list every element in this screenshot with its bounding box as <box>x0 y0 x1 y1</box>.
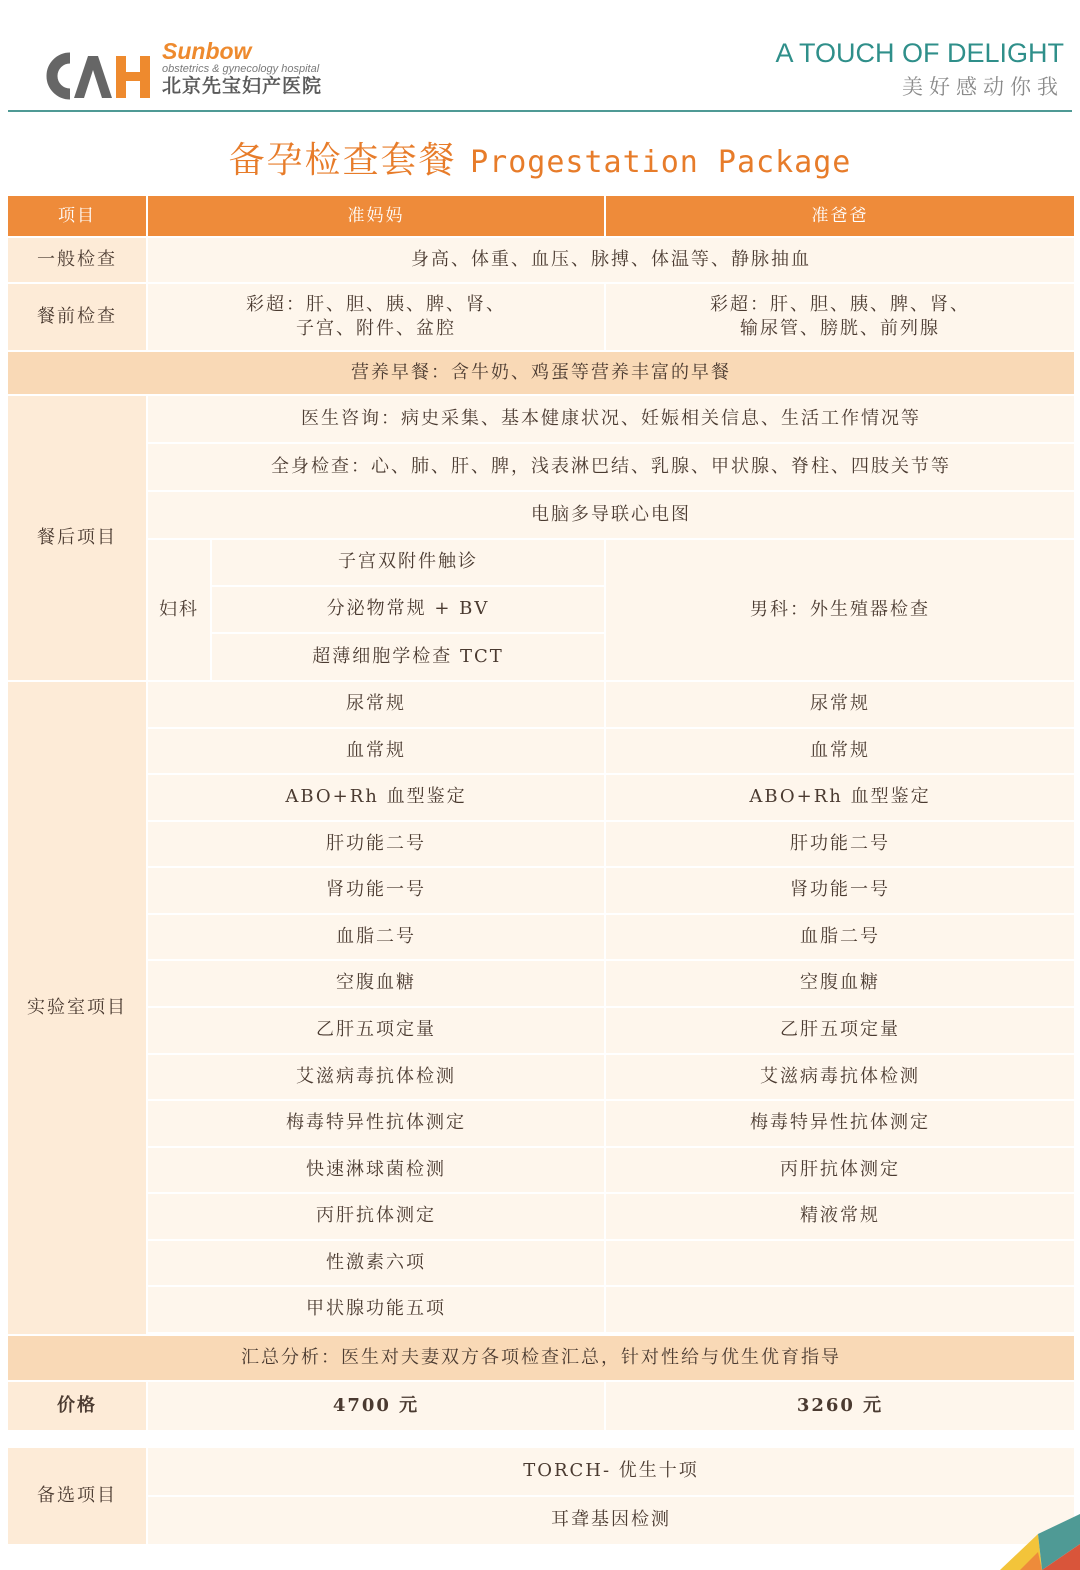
lab-item-mom: 血脂二号 <box>148 915 604 959</box>
pre-meal-dad <box>606 284 1074 350</box>
row-label-post-meal: 餐后项目 <box>8 396 146 680</box>
lab-item-mom: 空腹血糖 <box>148 961 604 1006</box>
title-chinese: 备孕检查套餐 <box>228 140 457 181</box>
optional-item: 耳聋基因检测 <box>148 1497 1074 1544</box>
lab-item-dad: 肝功能二号 <box>606 822 1074 866</box>
tagline-english: A TOUCH OF DELIGHT <box>775 38 1064 68</box>
column-header-dad: 准爸爸 <box>606 196 1074 236</box>
lab-item-dad: ABO+Rh 血型鉴定 <box>606 775 1074 820</box>
gyn-item: 超薄细胞学检查 TCT <box>212 634 604 680</box>
title-english: Progestation Package <box>470 145 852 180</box>
post-meal-row: 医生咨询：病史采集、基本健康状况、妊娠相关信息、生活工作情况等 <box>148 396 1074 442</box>
lab-item-mom: 尿常规 <box>148 682 604 727</box>
lab-item-dad: 艾滋病毒抗体检测 <box>606 1055 1074 1099</box>
lab-item-mom: 快速淋球菌检测 <box>148 1148 604 1192</box>
price-dad: 3260 元 <box>606 1382 1074 1430</box>
lab-item-dad: 肾功能一号 <box>606 868 1074 913</box>
lab-item-dad: 精液常规 <box>606 1194 1074 1239</box>
lab-item-mom: 梅毒特异性抗体测定 <box>148 1101 604 1146</box>
brand-name: Sunbow <box>162 38 252 64</box>
brand-chinese-name: 北京先宝妇产医院 <box>162 75 323 97</box>
pre-meal-mom-line2: 子宫、附件、盆腔 <box>296 318 456 339</box>
summary-row: 汇总分析：医生对夫妻双方各项检查汇总，针对性给与优生优育指导 <box>8 1336 1074 1380</box>
lab-item-dad: 梅毒特异性抗体测定 <box>606 1101 1074 1146</box>
pre-meal-dad-line2: 输尿管、膀胱、前列腺 <box>740 318 940 339</box>
lab-item-dad: 乙肝五项定量 <box>606 1008 1074 1053</box>
lab-item-mom: ABO+Rh 血型鉴定 <box>148 775 604 820</box>
lab-item-mom: 肾功能一号 <box>148 868 604 913</box>
lab-item-dad: 血常规 <box>606 729 1074 773</box>
lab-item-mom: 血常规 <box>148 729 604 773</box>
pre-meal-mom-line1: 彩超：肝、胆、胰、脾、肾、 <box>246 293 506 315</box>
lab-item-dad <box>606 1241 1074 1285</box>
gyn-item: 分泌物常规 + BV <box>212 587 604 632</box>
andro-item: 男科：外生殖器检查 <box>606 540 1074 680</box>
column-header-mom: 准妈妈 <box>148 196 604 236</box>
lab-item-dad: 血脂二号 <box>606 915 1074 959</box>
gyn-item: 子宫双附件触诊 <box>212 540 604 585</box>
price-mom: 4700 元 <box>148 1382 604 1430</box>
general-content: 身高、体重、血压、脉搏、体温等、静脉抽血 <box>148 238 1074 282</box>
post-meal-row: 全身检查：心、肺、肝、脾，浅表淋巴结、乳腺、甲状腺、脊柱、四肢关节等 <box>148 444 1074 490</box>
lab-item-mom: 艾滋病毒抗体检测 <box>148 1055 604 1099</box>
lab-item-mom: 性激素六项 <box>148 1241 604 1285</box>
lab-item-mom: 肝功能二号 <box>148 822 604 866</box>
lab-item-mom: 丙肝抗体测定 <box>148 1194 604 1239</box>
post-meal-row: 电脑多导联心电图 <box>148 492 1074 538</box>
lab-item-mom: 甲状腺功能五项 <box>148 1287 604 1332</box>
brand-subtitle: obstetrics & gynecology hospital <box>162 63 320 75</box>
pre-meal-dad-line1: 彩超：肝、胆、胰、脾、肾、 <box>710 293 970 315</box>
lab-item-dad: 尿常规 <box>606 682 1074 727</box>
lab-item-dad: 空腹血糖 <box>606 961 1074 1006</box>
pre-meal-mom <box>148 284 604 350</box>
lab-item-dad <box>606 1287 1074 1332</box>
gyn-label: 妇科 <box>148 540 210 680</box>
breakfast-row: 营养早餐：含牛奶、鸡蛋等营养丰富的早餐 <box>8 352 1074 394</box>
row-label-optional: 备选项目 <box>8 1448 146 1544</box>
optional-item: TORCH- 优生十项 <box>148 1448 1074 1495</box>
row-label-pre-meal: 餐前检查 <box>8 284 146 350</box>
tagline-chinese: 美好感动你我 <box>902 75 1064 99</box>
row-label-price: 价格 <box>8 1382 146 1430</box>
corner-decoration-icon <box>980 1514 1080 1570</box>
lab-item-dad: 丙肝抗体测定 <box>606 1148 1074 1192</box>
row-label-lab: 实验室项目 <box>8 682 146 1334</box>
lab-item-mom: 乙肝五项定量 <box>148 1008 604 1053</box>
row-label-general: 一般检查 <box>8 238 146 282</box>
column-header-item: 项目 <box>8 196 146 236</box>
